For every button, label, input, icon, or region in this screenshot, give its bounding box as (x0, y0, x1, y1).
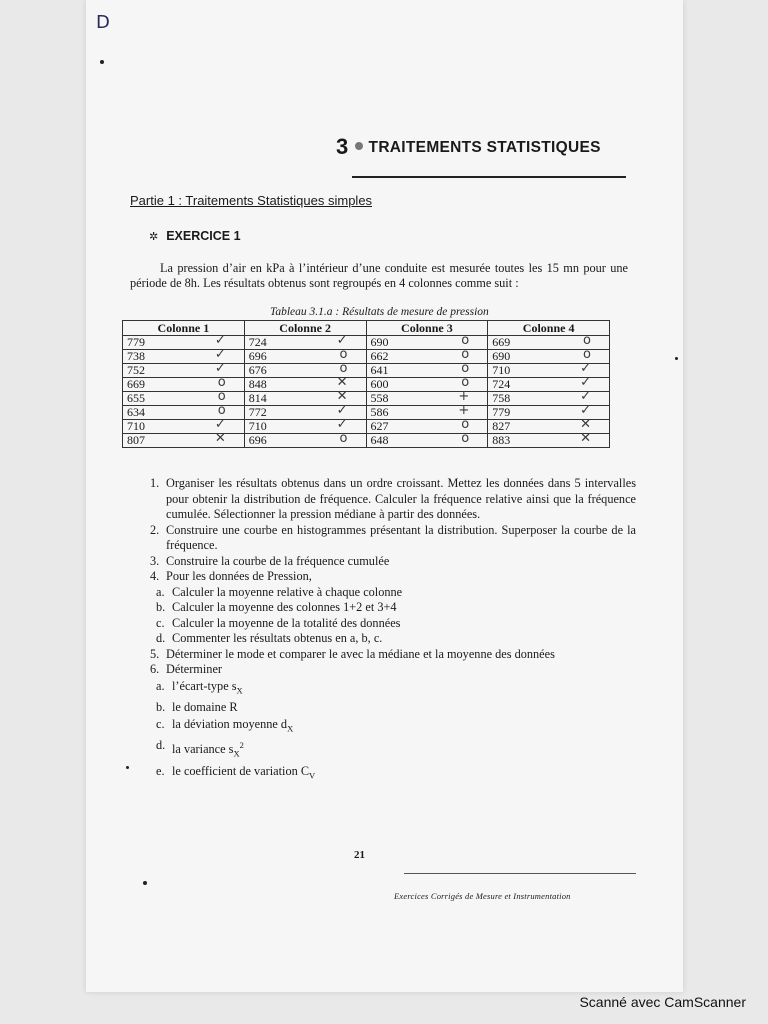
camscanner-watermark: Scanné avec CamScanner (579, 994, 746, 1010)
question-4c: c. Calculer la moyenne de la totalité des données (156, 615, 401, 630)
question-list (150, 476, 636, 784)
table-cell (123, 417, 245, 434)
pressure-value: 634 (127, 405, 145, 419)
table-caption: Tableau 3.1.a : Résultats de mesure de pression (270, 306, 489, 318)
column-header: Colonne 4 (488, 321, 610, 336)
pressure-value: 772 (248, 405, 267, 419)
table-cell (123, 333, 245, 350)
chapter-number: 3 (336, 134, 349, 159)
handwritten-mark-icon: + (458, 403, 470, 418)
table-cell (366, 389, 488, 406)
table-cell (366, 375, 488, 392)
pressure-value: 827 (492, 419, 511, 433)
handwritten-corner-mark: D (96, 12, 110, 33)
table-cell (123, 361, 245, 378)
pressure-value: 627 (370, 419, 389, 433)
exercise-heading (149, 229, 241, 243)
handwritten-mark-icon: o (583, 333, 591, 348)
pressure-value: 696 (248, 433, 267, 447)
table-row (123, 350, 610, 364)
table-row (123, 364, 610, 378)
question-6e: e. le coefficient de variation $C_V$ (156, 763, 316, 781)
scan-speck (675, 357, 678, 360)
table-cell (244, 361, 366, 378)
pressure-value: 807 (127, 433, 145, 447)
page-number: 21 (354, 849, 365, 861)
question-6c: c. la déviation moyenne $d_X$ (156, 716, 294, 734)
handwritten-mark-icon: o (583, 347, 591, 362)
table-cell (488, 431, 610, 448)
handwritten-mark-icon: ✕ (336, 375, 348, 390)
pressure-value: 779 (492, 405, 511, 419)
handwritten-mark-icon: o (217, 375, 226, 390)
question-6d: d. la variance $s_X^2$ (156, 738, 244, 759)
pressure-value: 586 (370, 405, 389, 419)
handwritten-mark-icon: o (217, 403, 226, 418)
pressure-value: 710 (492, 363, 511, 377)
pressure-value: 752 (127, 363, 145, 377)
handwritten-mark-icon: ✕ (580, 431, 591, 446)
handwritten-mark-icon: + (458, 389, 470, 404)
table-cell (366, 361, 488, 378)
section-title: Partie 1 : Traitements Statistiques simples (130, 193, 373, 208)
handwritten-mark-icon: o (461, 417, 470, 432)
table-row (123, 378, 610, 392)
pressure-value: 738 (127, 349, 145, 363)
table-cell (244, 333, 366, 350)
table-header-row (123, 321, 610, 336)
table-cell (244, 375, 366, 392)
table-cell (488, 361, 610, 378)
table-cell (366, 417, 488, 434)
table-cell (244, 403, 366, 420)
bullet-icon: ✲ (149, 231, 159, 243)
pressure-value: 676 (248, 363, 267, 377)
handwritten-mark-icon: ✕ (214, 431, 226, 446)
handwritten-mark-icon: ✓ (214, 361, 226, 376)
table-cell (488, 417, 610, 434)
handwritten-mark-icon: ✕ (336, 389, 348, 404)
handwritten-mark-icon: o (217, 389, 226, 404)
table-cell (366, 403, 488, 420)
chapter-divider (352, 176, 626, 178)
question-5: 5. Déterminer le mode et comparer le avec la médiane et la moyenne des données (150, 646, 555, 661)
pressure-value: 669 (492, 335, 511, 349)
question-3: 3. Construire la courbe de la fréquence cumulée (150, 553, 390, 568)
table-cell (366, 431, 488, 448)
table-cell (488, 403, 610, 420)
pressure-value: 710 (127, 419, 145, 433)
question-6b: b. le domaine R (156, 699, 238, 714)
handwritten-mark-icon: o (461, 347, 470, 362)
pressure-table (122, 320, 610, 448)
question-4d: d. Commenter les résultats obtenus en a, b, c. (156, 631, 383, 645)
scan-speck (100, 60, 104, 64)
bullet-icon (355, 142, 363, 150)
handwritten-mark-icon: o (461, 333, 470, 348)
pressure-value: 696 (248, 349, 267, 363)
pressure-value: 600 (370, 377, 389, 391)
question-4b: b. Calculer la moyenne des colonnes 1+2 et 3+4 (156, 600, 397, 614)
column-header: Colonne 3 (366, 321, 488, 336)
handwritten-mark-icon: ✓ (214, 347, 226, 362)
column-header: Colonne 2 (244, 321, 366, 336)
pressure-value: 669 (127, 377, 145, 391)
handwritten-mark-icon: ✓ (336, 333, 348, 348)
pressure-value: 724 (492, 377, 511, 391)
column-header: Colonne 1 (123, 321, 245, 336)
handwritten-mark-icon: o (461, 375, 470, 390)
table-cell (366, 333, 488, 350)
handwritten-mark-icon: ✓ (580, 403, 591, 418)
handwritten-mark-icon: ✓ (214, 333, 226, 348)
table-cell (123, 389, 245, 406)
table-cell (123, 403, 245, 420)
scan-speck (143, 881, 147, 885)
pressure-value: 655 (127, 391, 145, 405)
table-cell (488, 375, 610, 392)
table-row (123, 420, 610, 434)
table-row (123, 392, 610, 406)
table-cell (123, 431, 245, 448)
table-cell (488, 333, 610, 350)
question-4a: a. Calculer la moyenne relative à chaque colonne (156, 584, 403, 599)
table-cell (244, 417, 366, 434)
handwritten-mark-icon: ✓ (214, 417, 226, 432)
handwritten-mark-icon: o (339, 361, 348, 376)
pressure-value: 758 (492, 391, 511, 405)
handwritten-mark-icon: ✕ (580, 417, 591, 432)
pressure-value: 662 (370, 349, 389, 363)
question-6: 6. Déterminer (150, 662, 222, 676)
handwritten-mark-icon: ✓ (580, 389, 591, 404)
pressure-value: 690 (370, 335, 389, 349)
table-cell (244, 389, 366, 406)
table-cell (244, 431, 366, 448)
handwritten-mark-icon: o (461, 361, 470, 376)
scan-speck (126, 766, 129, 769)
table-cell (488, 347, 610, 364)
table-row (123, 336, 610, 350)
handwritten-mark-icon: ✓ (580, 375, 591, 390)
pressure-value: 558 (370, 391, 389, 405)
pressure-value: 883 (492, 433, 511, 447)
pressure-value: 848 (248, 377, 267, 391)
chapter-heading (336, 134, 601, 160)
exercise-title: EXERCICE 1 (166, 229, 241, 243)
table-cell (366, 347, 488, 364)
handwritten-mark-icon: ✓ (580, 361, 591, 376)
table-cell (488, 389, 610, 406)
handwritten-mark-icon: o (461, 431, 470, 446)
table-row (123, 434, 610, 448)
footer-book-title: Exercices Corrigés de Mesure et Instrumentation (394, 891, 571, 901)
chapter-title: TRAITEMENTS STATISTIQUES (368, 139, 601, 156)
pressure-value: 648 (370, 433, 389, 447)
handwritten-mark-icon: o (339, 431, 348, 446)
question-4: 4. Pour les données de Pression, (150, 569, 312, 583)
table-cell (123, 347, 245, 364)
pressure-value: 710 (248, 419, 267, 433)
pressure-value: 641 (370, 363, 389, 377)
pressure-value: 814 (248, 391, 267, 405)
question-6a: a. l’écart-type $s_X$ (156, 678, 243, 695)
handwritten-mark-icon: ✓ (336, 417, 348, 432)
handwritten-mark-icon: o (339, 347, 348, 362)
question-2: 2. Construire une courbe en histogrammes présentant la distribution. Superposer la courbe de la fréquence. (150, 522, 636, 552)
exercise-intro: La pression d’air en kPa à l’intérieur d’une conduite est mesurée toutes les 15 mn pour une période de 8h. Les résultats obtenus sont regroupés en 4 colonnes comme suit : (130, 261, 628, 290)
question-1: 1. Organiser les résultats obtenus dans un ordre croissant. Mettez les données dans 5 intervalles pour obtenir la distribution de fréquence. Calculer la fréquence relative ainsi que la fréquence cumulée. Sélectionner la pression médiane à partir des données. (150, 476, 636, 521)
pressure-value: 690 (492, 349, 511, 363)
table-row (123, 406, 610, 420)
table-cell (244, 347, 366, 364)
table-cell (123, 375, 245, 392)
pressure-value: 724 (248, 335, 267, 349)
footer-divider (404, 873, 636, 874)
pressure-value: 779 (127, 335, 145, 349)
table-body (123, 333, 610, 448)
handwritten-mark-icon: ✓ (336, 403, 348, 418)
